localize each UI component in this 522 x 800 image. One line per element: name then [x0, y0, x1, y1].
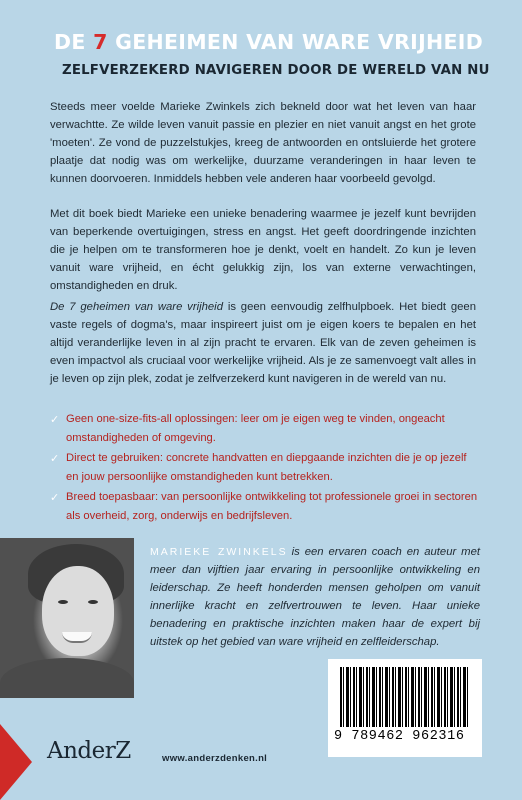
- author-bio-text: is een ervaren coach en auteur met meer dan vijftien jaar ervaring in persoonlijke ontwikkeling en leiderschap. Ze heeft honderden mensen geholpen om vanuit innerlijke kracht en zelfvertrouwen te leven. Haar unieke benadering en praktische inzichten maken haar de expert bij uitstek op het gebied van ware vrijheid en zelfleiderschap.: [150, 546, 481, 648]
- title-suffix: GEHEIMEN VAN WARE VRIJHEID: [107, 30, 484, 54]
- author-name: MARIEKE ZWINKELS: [150, 546, 288, 558]
- list-item: [50, 488, 480, 526]
- red-accent-shape: [0, 724, 32, 800]
- isbn-barcode: [328, 659, 482, 757]
- approach-paragraph: Met dit boek biedt Marieke een unieke benadering waarmee je jezelf kunt bevrijden van beperkende overtuigingen, stress en angst. Het geeft doordringende inzichten die je helpen om te transformeren hoe je denkt, voelt en handelt. Zo kun je leven vanuit ware vrijheid, en écht gelukkig zijn, los van externe verwachtingen, omstandigheden en druk.: [50, 208, 476, 292]
- description-rest: is geen eenvoudig zelfhulpboek. Het biedt geen vaste regels of dogma's, maar inspireert juist om je eigen koers te bepalen en het altijd veranderlijke leven in al zijn pracht te ervaren. Elk van de zeven geheimen is even impactvol als cruciaal voor werkelijke vrijheid. Als je ze samenvoegt valt alles in je leven op zijn plek, zodat je zelfverzekerd kunt navigeren in de wereld van nu.: [50, 301, 476, 385]
- title-prefix: DE: [54, 30, 94, 54]
- list-item: [50, 410, 480, 448]
- benefit-list: [50, 410, 480, 527]
- check-icon: ✓: [50, 414, 60, 426]
- book-subtitle: ZELFVERZEKERD NAVIGEREN DOOR DE WERELD VAN NU: [62, 63, 490, 78]
- description-paragraph: [50, 298, 476, 388]
- benefit-text: Direct te gebruiken: concrete handvatten en diepgaande inzichten die je op jezelf en jouw persoonlijke omstandigheden kunt betrekken.: [66, 452, 467, 483]
- author-bio: [150, 543, 480, 651]
- benefit-text: Geen one-size-fits-all oplossingen: leer om je eigen weg te vinden, ongeacht omstandigheden of omgeving.: [66, 413, 445, 444]
- book-title: [54, 30, 504, 54]
- book-title-italic: De 7 geheimen van ware vrijheid: [50, 301, 223, 313]
- isbn-digits: 9 789462 962316: [334, 729, 465, 744]
- intro-paragraph: Steeds meer voelde Marieke Zwinkels zich bekneld door wat het leven van haar verwachtte. Ze wilde leven vanuit passie en plezier en niet vanuit angst en het grote 'moeten'. Ze vond de puzzelstukjes, kreeg de antwoorden en ontsluierde het grotere plaatje dat nodig was om werkelijke, duurzame veranderingen in haar leven te kunnen doorvoeren. Inmiddels hebben vele anderen haar voorbeeld gevolgd.: [50, 101, 476, 185]
- publisher-website: www.anderzdenken.nl: [162, 753, 268, 764]
- check-icon: ✓: [50, 453, 60, 465]
- publisher-logo: AnderZ: [47, 738, 131, 764]
- barcode-bars: [340, 667, 470, 727]
- list-item: [50, 449, 480, 487]
- author-photo: [0, 538, 134, 698]
- title-number: 7: [93, 30, 108, 54]
- check-icon: ✓: [50, 492, 60, 504]
- benefit-text: Breed toepasbaar: van persoonlijke ontwikkeling tot professionele groei in sectoren als overheid, zorg, onderwijs en bedrijfsleven.: [66, 491, 478, 522]
